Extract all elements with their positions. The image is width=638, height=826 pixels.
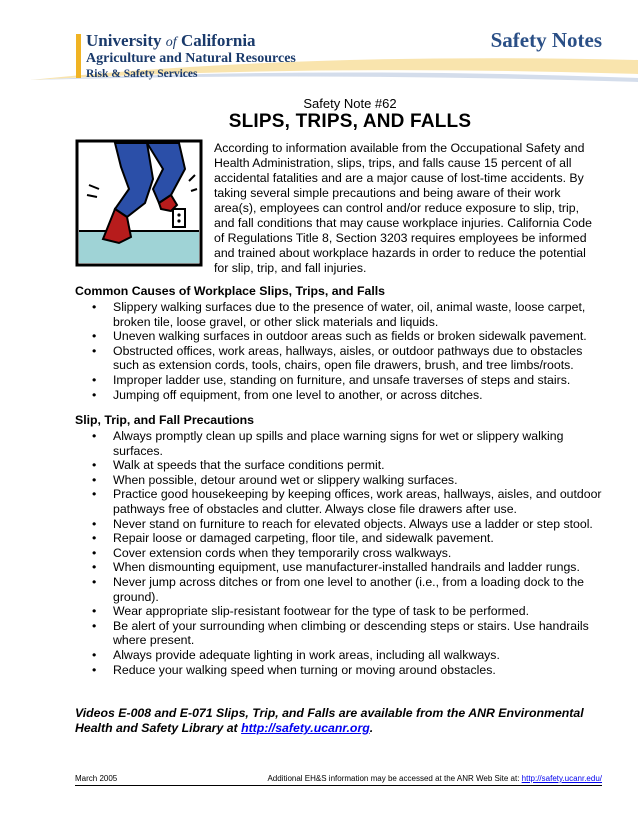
list-item: • Uneven walking surfaces in outdoor areas such as fields or broken sidewalk pavement.	[75, 329, 605, 344]
list-item: • Practice good housekeeping by keeping offices, work areas, hallways, aisles, and outdoor pathways free of obstacles and clutter. Always close file drawers after use.	[75, 487, 605, 516]
list-item: • Improper ladder use, standing on furniture, and unsafe traverses of steps and stairs.	[75, 373, 605, 388]
anr-website-link[interactable]: http://safety.ucanr.edu/	[521, 774, 602, 783]
causes-section	[75, 284, 605, 402]
intro-paragraph: According to information available from the Occupational Safety and Health Administration, slips, trips, and falls cause 15 percent of all accidental fatalities and are a major cause of lost-time accidents. By taking several simple precautions and being aware of their work area(s), employees can control and/or reduce exposure to slip, trip, and fall conditions that may cause workplace injuries. California Code of Regulations Title 8, Section 3203 requires employees be informed and trained about workplace hazards in order to reduce the potential for slip, trip, and fall injuries.	[214, 141, 592, 275]
list-item: • Slippery walking surfaces due to the presence of water, oil, animal waste, loose carpet, broken tile, loose gravel, or other slick materials and liquids.	[75, 300, 605, 329]
university-name: University of California	[86, 31, 256, 50]
list-item: • Cover extension cords when they temporarily cross walkways.	[75, 546, 605, 561]
precautions-heading: Slip, Trip, and Fall Precautions	[75, 413, 255, 427]
list-item: • Jumping off equipment, from one level to another, or across ditches.	[75, 388, 605, 403]
videos-note: Videos E-008 and E-071 Slips, Trip, and Falls are available from the ANR Environmental Health and Safety Library at http://safety.ucanr.org.	[75, 706, 584, 735]
causes-heading: Common Causes of Workplace Slips, Trips, and Falls	[75, 284, 386, 298]
list-item: • Never stand on furniture to reach for elevated objects. Always use a ladder or step stool.	[75, 517, 605, 532]
list-item: • Repair loose or damaged carpeting, floor tile, and sidewalk pavement.	[75, 531, 605, 546]
note-number: Safety Note #62	[303, 96, 397, 111]
list-item: • Wear appropriate slip-resistant footwear for the type of task to be performed.	[75, 604, 605, 619]
causes-list	[75, 300, 605, 402]
list-item: • Always provide adequate lighting in work areas, including all walkways.	[75, 648, 605, 663]
list-item: • When dismounting equipment, use manufacturer-installed handrails and ladder rungs.	[75, 560, 605, 575]
division-name: Agriculture and Natural Resources	[86, 51, 296, 66]
footer-info: Additional EH&S information may be accessed at the ANR Web Site at: http://safety.ucanr.edu/	[267, 774, 602, 783]
slipping-person-illustration	[75, 139, 203, 267]
logo-accent-bar	[76, 34, 81, 78]
letterhead	[0, 0, 638, 95]
list-item: • Reduce your walking speed when turning or moving around obstacles.	[75, 663, 605, 678]
list-item: • When possible, detour around wet or slippery walking surfaces.	[75, 473, 605, 488]
safety-notes-title: Safety Notes	[490, 28, 602, 52]
list-item: • Be alert of your surrounding when climbing or descending steps or stairs. Use handrails where present.	[75, 619, 605, 648]
footer-date: March 2005	[75, 774, 118, 783]
footer-divider	[75, 785, 602, 786]
precautions-section	[75, 413, 605, 677]
precautions-list	[75, 429, 605, 677]
page-title: SLIPS, TRIPS, AND FALLS	[228, 111, 472, 132]
list-item: • Always promptly clean up spills and place warning signs for wet or slippery walking surfaces.	[75, 429, 605, 458]
department-name: Risk & Safety Services	[86, 68, 198, 80]
list-item: • Obstructed offices, work areas, hallways, aisles, or outdoor pathways due to obstacles such as extension cords, tools, chairs, open file drawers, brush, and tree limbs/roots.	[75, 344, 605, 373]
list-item: • Never jump across ditches or from one level to another (i.e., from a loading dock to the ground).	[75, 575, 605, 604]
safety-library-link[interactable]: http://safety.ucanr.org	[241, 721, 370, 735]
list-item: • Walk at speeds that the surface conditions permit.	[75, 458, 605, 473]
